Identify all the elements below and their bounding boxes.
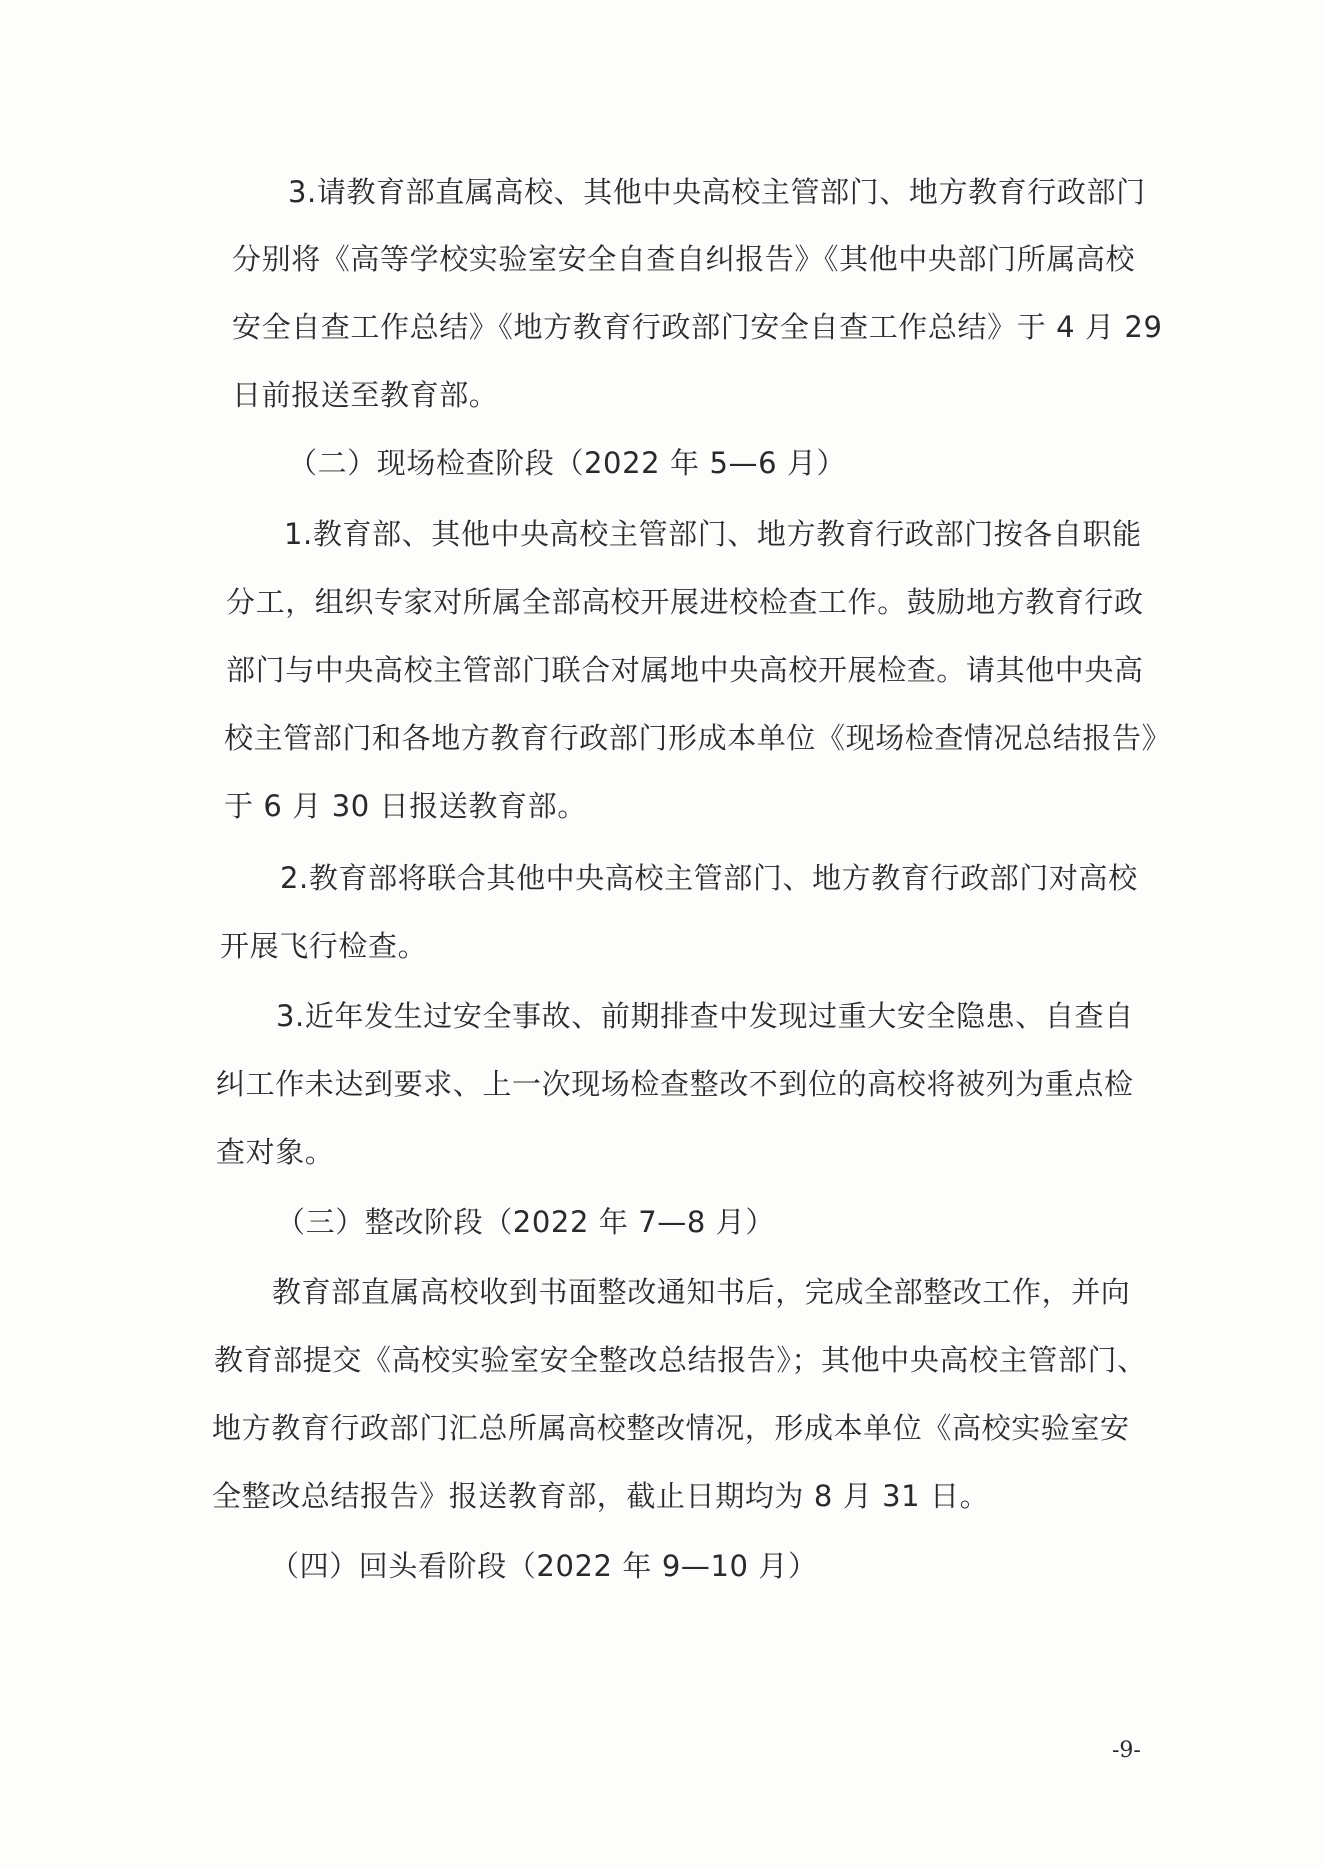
text-line: 分工，组织专家对所属全部高校开展进校检查工作。鼓励地方教育行政 (226, 585, 1144, 619)
text-line: 安全自查工作总结》《地方教育行政部门安全自查工作总结》于 4 月 29 (232, 310, 1163, 344)
text-line: 3.近年发生过安全事故、前期排查中发现过重大安全隐患、自查自 (276, 999, 1134, 1033)
text-line: 分别将《高等学校实验室安全自查自纠报告》《其他中央部门所属高校 (232, 242, 1136, 276)
text-line: 1.教育部、其他中央高校主管部门、地方教育行政部门按各自职能 (284, 517, 1142, 551)
page-number: -9- (1112, 1738, 1141, 1763)
text-line: 教育部直属高校收到书面整改通知书后，完成全部整改工作，并向 (272, 1275, 1131, 1309)
text-line: 开展飞行检查。 (220, 929, 428, 963)
text-line: 校主管部门和各地方教育行政部门形成本单位《现场检查情况总结报告》 (224, 721, 1172, 755)
text-line: 教育部提交《高校实验室安全整改总结报告》；其他中央高校主管部门、 (214, 1343, 1147, 1377)
text-line: 3.请教育部直属高校、其他中央高校主管部门、地方教育行政部门 (288, 175, 1146, 209)
text-line: 2.教育部将联合其他中央高校主管部门、地方教育行政部门对高校 (280, 861, 1138, 895)
section-heading: （三）整改阶段（2022 年 7—8 月） (276, 1205, 775, 1239)
section-heading: （四）回头看阶段（2022 年 9—10 月） (270, 1549, 818, 1583)
text-line: 于 6 月 30 日报送教育部。 (224, 789, 587, 823)
text-line: 全整改总结报告》报送教育部，截止日期均为 8 月 31 日。 (212, 1479, 990, 1513)
text-line: 查对象。 (216, 1135, 335, 1169)
text-line: 日前报送至教育部。 (232, 378, 499, 412)
text-line: 地方教育行政部门汇总所属高校整改情况，形成本单位《高校实验室安 (212, 1411, 1130, 1445)
text-line: 部门与中央高校主管部门联合对属地中央高校开展检查。请其他中央高 (226, 653, 1144, 687)
text-line: 纠工作未达到要求、上一次现场检查整改不到位的高校将被列为重点检 (216, 1067, 1134, 1101)
section-heading: （二）现场检查阶段（2022 年 5—6 月） (288, 446, 847, 480)
